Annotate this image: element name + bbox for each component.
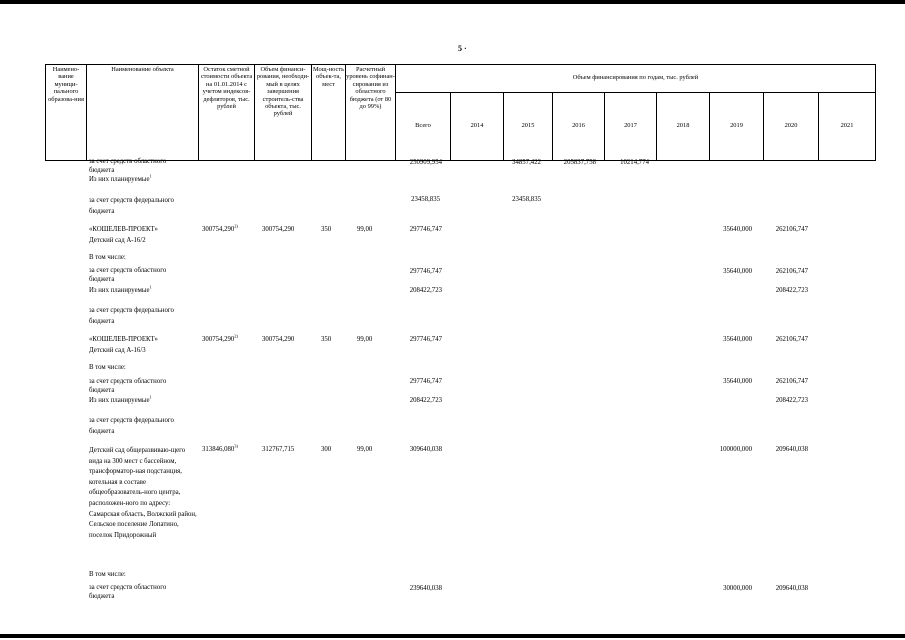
- header-year-2016: 2016: [572, 122, 585, 129]
- header-total: Всего: [415, 122, 431, 129]
- cell-2020: 262106,747: [775, 378, 808, 385]
- cell-total: 208422,723: [409, 287, 442, 294]
- header-object: Наименование объекта: [111, 66, 174, 73]
- cell-remaining-cost: 300754,290$^{2)}$: [202, 223, 239, 233]
- header-remaining-cost: Остаток сметной стоимости объекта на 01.01.2014 с учетом индексов-дефляторов, тыс. рублей: [200, 66, 253, 111]
- row-label: за счет средств федерального бюджета: [89, 417, 174, 435]
- cell-cofinancing-level: 99,00: [357, 336, 373, 343]
- cell-2020: 262106,747: [775, 226, 808, 233]
- bottom-scan-border: [0, 634, 905, 638]
- cell-2020: 208422,723: [775, 287, 808, 294]
- cell-financing-needed: 300754,290: [262, 336, 295, 343]
- header-municipality: Наимено-вание муници-пального образова-ния: [48, 66, 84, 103]
- cell-total: 23458,835: [411, 196, 440, 203]
- row-label: Из них планируемые$^1$: [89, 173, 152, 183]
- object-name: Детский сад А-16/3: [89, 347, 146, 354]
- top-scan-border: [0, 0, 905, 4]
- cell-2020: 262106,747: [775, 268, 808, 275]
- header-year-2020: 2020: [784, 122, 798, 129]
- header-year-2014: 2014: [470, 122, 484, 129]
- header-year-2021: 2021: [840, 122, 854, 129]
- cell-2019: 100000,000: [719, 446, 752, 453]
- cell-capacity: 350: [321, 336, 332, 343]
- cell-financing-needed: 312767,715: [262, 446, 295, 453]
- row-label: В том числе:: [89, 364, 126, 371]
- header-capacity: Мощ-ность объек-та, мест: [312, 66, 345, 88]
- row-label: Из них планируемые$^1$: [89, 394, 152, 404]
- cell-total: 297746,747: [409, 336, 442, 343]
- row-label: за счет средств областного бюджета: [89, 267, 167, 283]
- row-label: за счет средств федерального бюджета: [89, 197, 174, 215]
- header-year-2019: 2019: [730, 122, 743, 129]
- cell-total: 297746,747: [409, 378, 442, 385]
- cell-total: 297746,747: [409, 268, 442, 275]
- header-funding-by-years: Объем финансирования по годам, тыс. рублей: [572, 74, 699, 81]
- cell-financing-needed: 300754,290: [262, 226, 295, 233]
- contractor-name: «КОШЕЛЕВ-ПРОЕКТ»: [89, 336, 158, 343]
- cell-total: 309640,038: [409, 446, 442, 453]
- cell-2019: 30000,000: [723, 585, 752, 592]
- cell-2020: 208422,723: [775, 397, 808, 404]
- row-label: В том числе:: [89, 571, 126, 578]
- cell-2015: 23458,835: [512, 196, 541, 203]
- cell-2019: 35640,000: [723, 378, 752, 385]
- cell-total: 208422,723: [409, 397, 442, 404]
- row-label: за счет средств областного бюджета: [89, 584, 167, 600]
- cell-2016: 205837,758: [563, 159, 596, 166]
- row-label: Из них планируемые$^1$: [89, 284, 152, 294]
- row-label: за счет средств областного бюджета: [89, 158, 167, 174]
- cell-2020: 209640,038: [775, 585, 808, 592]
- header-financing-needed: Объем финанси-рования, необходи-мый в целях завершения строитель-ства объекта, тыс. рублей: [256, 66, 310, 118]
- cell-2019: 35640,000: [723, 268, 752, 275]
- cell-total: 239640,038: [409, 585, 442, 592]
- row-label: В том числе:: [89, 254, 126, 261]
- cell-2020: 262106,747: [775, 336, 808, 343]
- header-year-2017: 2017: [624, 122, 637, 129]
- page-number: 5 ·: [458, 44, 467, 53]
- object-name: Детский сад А-16/2: [89, 237, 146, 244]
- cell-2019: 35640,000: [723, 336, 752, 343]
- cell-capacity: 300: [321, 446, 332, 453]
- cell-2015: 34857,422: [512, 159, 541, 166]
- cell-cofinancing-level: 99,00: [357, 226, 373, 233]
- row-label: за счет средств федерального бюджета: [89, 307, 174, 325]
- header-year-2015: 2015: [521, 122, 535, 129]
- contractor-name: «КОШЕЛЕВ-ПРОЕКТ»: [89, 226, 158, 233]
- cell-remaining-cost: 313846,080$^{3)}$: [202, 443, 239, 453]
- object-name: Детский сад общеразвиваю-щего вида на 300 мест с бассейном, трансформатор-ная подстанция, котельная в составе общеобразователь-ного центра, расположен-ного по адресу: Самарская область, Волжский район, Сельское поселение Лопатино, поселок Придорожный: [89, 447, 197, 539]
- cell-total: 297746,747: [409, 226, 442, 233]
- cell-2017: 10214,774: [620, 159, 649, 166]
- row-label: за счет средств областного бюджета: [89, 378, 167, 394]
- cell-capacity: 350: [321, 226, 332, 233]
- header-year-2018: 2018: [676, 122, 690, 129]
- cell-total: 250909,954: [409, 159, 442, 166]
- cell-2019: 35640,000: [723, 226, 752, 233]
- cell-2020: 209640,038: [775, 446, 808, 453]
- cell-remaining-cost: 300754,290$^{2)}$: [202, 333, 239, 343]
- header-cofinancing-level: Расчетный уровень софинан-сирования из областного бюджета (от 80 до 99%): [346, 66, 395, 111]
- cell-cofinancing-level: 99,00: [357, 446, 373, 453]
